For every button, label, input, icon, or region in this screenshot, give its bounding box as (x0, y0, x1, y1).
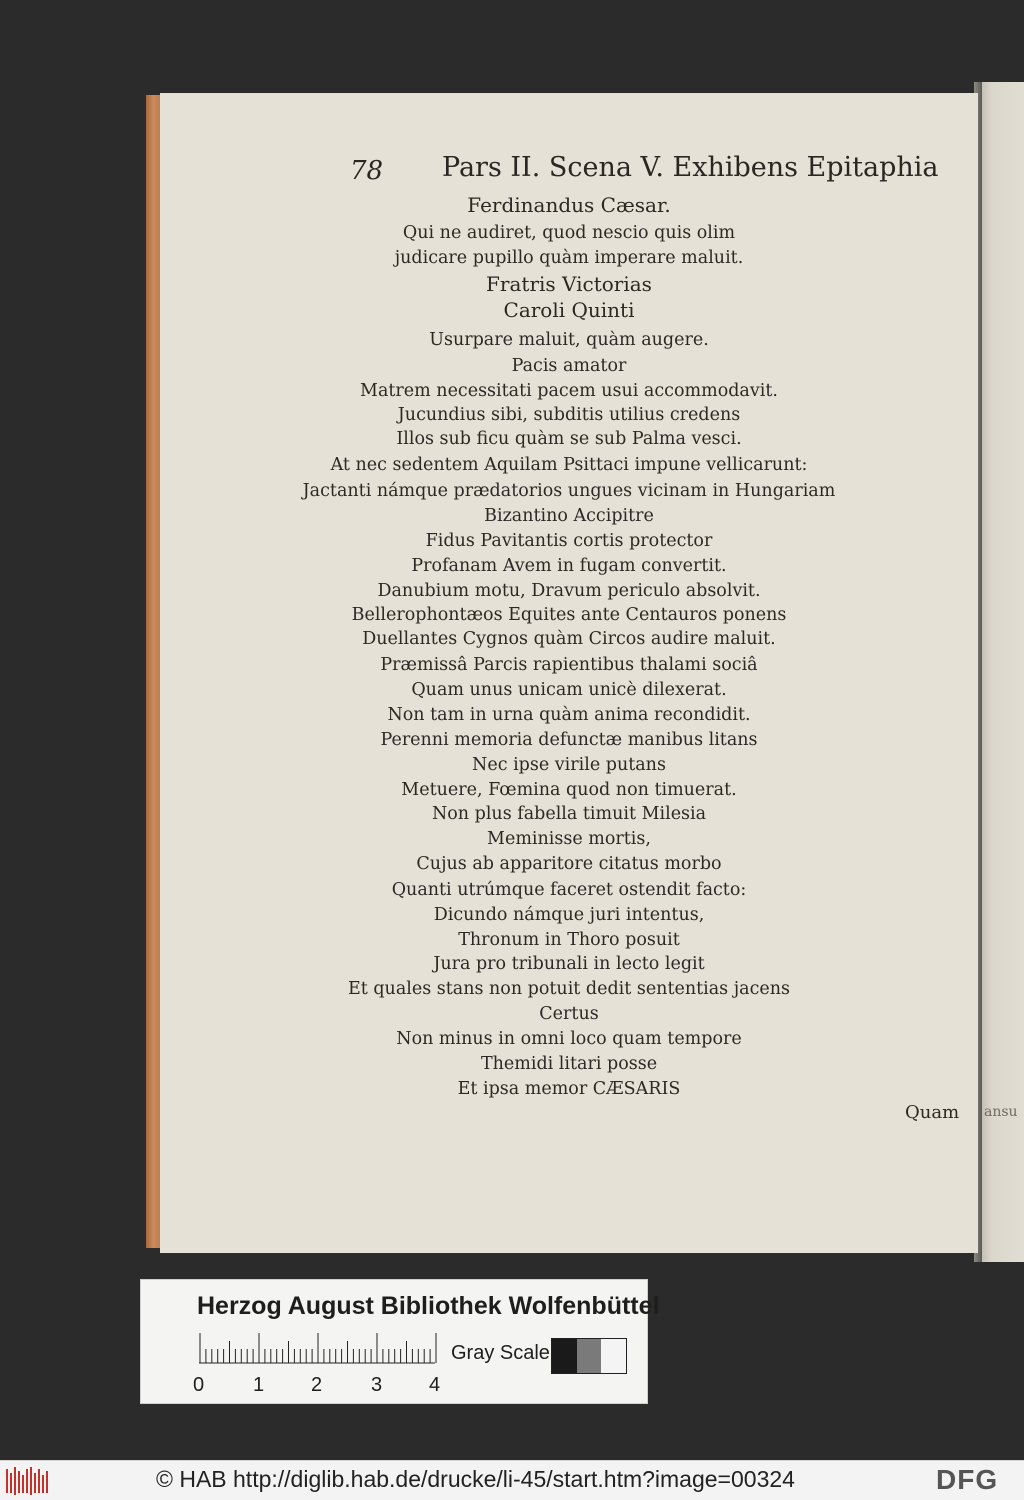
page-number: 78 (350, 156, 384, 186)
swatch-gray (577, 1339, 602, 1373)
text-line: Non minus in omni loco quam tempore (396, 1029, 742, 1049)
running-head: Pars II. Scena V. Exhibens Epitaphia (442, 152, 939, 183)
text-line: Fratris Victorias (486, 272, 652, 296)
library-name: Herzog August Bibliothek Wolfenbüttel (197, 1292, 660, 1320)
text-line: Bellerophontæos Equites ante Centauros ponens (351, 605, 787, 625)
text-line: Duellantes Cygnos quàm Circos audire maluit. (362, 629, 776, 649)
text-line: Jactanti námque prædatorios ungues vicinam in Hungariam (302, 481, 836, 501)
gray-scale-label: Gray Scale (451, 1342, 550, 1364)
ruler-tick-label: 3 (371, 1374, 383, 1396)
dfg-logo: DFG (936, 1464, 999, 1495)
text-line: Et quales stans non potuit dedit sententias jacens (347, 979, 790, 999)
text-line: Pacis amator (511, 356, 627, 376)
ruler-scale (199, 1332, 437, 1364)
text-line: Quam unus unicam unicè dilexerat. (411, 680, 727, 700)
swatch-black (552, 1339, 577, 1373)
text-line: Nec ipse virile putans (472, 755, 666, 775)
copyright-link[interactable]: © HAB http://diglib.hab.de/drucke/li-45/start.htm?image=00324 (156, 1466, 795, 1492)
text-line: Perenni memoria defunctæ manibus litans (380, 730, 758, 750)
swatch-white (601, 1339, 626, 1373)
text-line: judicare pupillo quàm imperare maluit. (394, 248, 744, 268)
text-line: Et ipsa memor CÆSARIS (457, 1079, 681, 1099)
ruler-tick-label: 2 (311, 1374, 323, 1396)
text-line: Non tam in urna quàm anima recondidit. (387, 705, 751, 725)
text-line: Metuere, Fœmina quod non timuerat. (401, 780, 737, 800)
library-color-label (140, 1279, 660, 1404)
epitaph-heading: Ferdinandus Cæsar. (467, 193, 671, 217)
text-line: Caroli Quinti (503, 298, 635, 322)
text-line: Fidus Pavitantis cortis protector (425, 531, 713, 551)
text-line: Præmissâ Parcis rapientibus thalami sociâ (380, 655, 758, 675)
text-line: Profanam Avem in fugam convertit. (411, 556, 727, 576)
catchword: Quam (905, 1102, 960, 1123)
text-line: Thronum in Thoro posuit (458, 930, 680, 950)
text-line: Usurpare maluit, quàm augere. (429, 330, 709, 350)
text-line: Themidi litari posse (480, 1054, 658, 1074)
text-line: Matrem necessitati pacem usui accommodavit. (360, 381, 778, 401)
text-line: At nec sedentem Aquilam Psittaci impune vellicarunt: (330, 455, 808, 475)
text-line: Dicundo námque juri intentus, (433, 905, 705, 925)
text-line: Quanti utrúmque faceret ostendit facto: (391, 880, 747, 900)
text-line: Non plus fabella timuit Milesia (431, 804, 707, 824)
gray-scale-swatch (551, 1338, 627, 1374)
ruler-tick-label: 1 (253, 1374, 265, 1396)
ruler-tick-label: 4 (429, 1374, 441, 1396)
text-line: Jura pro tribunali in lecto legit (433, 954, 705, 974)
text-line: Bizantino Accipitre (484, 506, 654, 526)
ruler-tick-label: 0 (193, 1374, 205, 1396)
ruler-tick-labels (193, 1374, 453, 1398)
footer-bar (0, 1460, 1024, 1500)
text-line: Danubium motu, Dravum periculo absolvit. (377, 581, 761, 601)
text-line: Certus (539, 1004, 599, 1024)
text-line: Cujus ab apparitore citatus morbo (416, 854, 722, 874)
facing-page-fragment: ansu (984, 1104, 1018, 1120)
text-line: Qui ne audiret, quod nescio quis olim (402, 223, 736, 243)
text-line: Illos sub ficu quàm se sub Palma vesci. (396, 429, 742, 449)
barcode-icon (6, 1467, 48, 1499)
text-line: Meminisse mortis, (487, 829, 651, 849)
text-line: Jucundius sibi, subditis utilius credens (397, 405, 741, 425)
